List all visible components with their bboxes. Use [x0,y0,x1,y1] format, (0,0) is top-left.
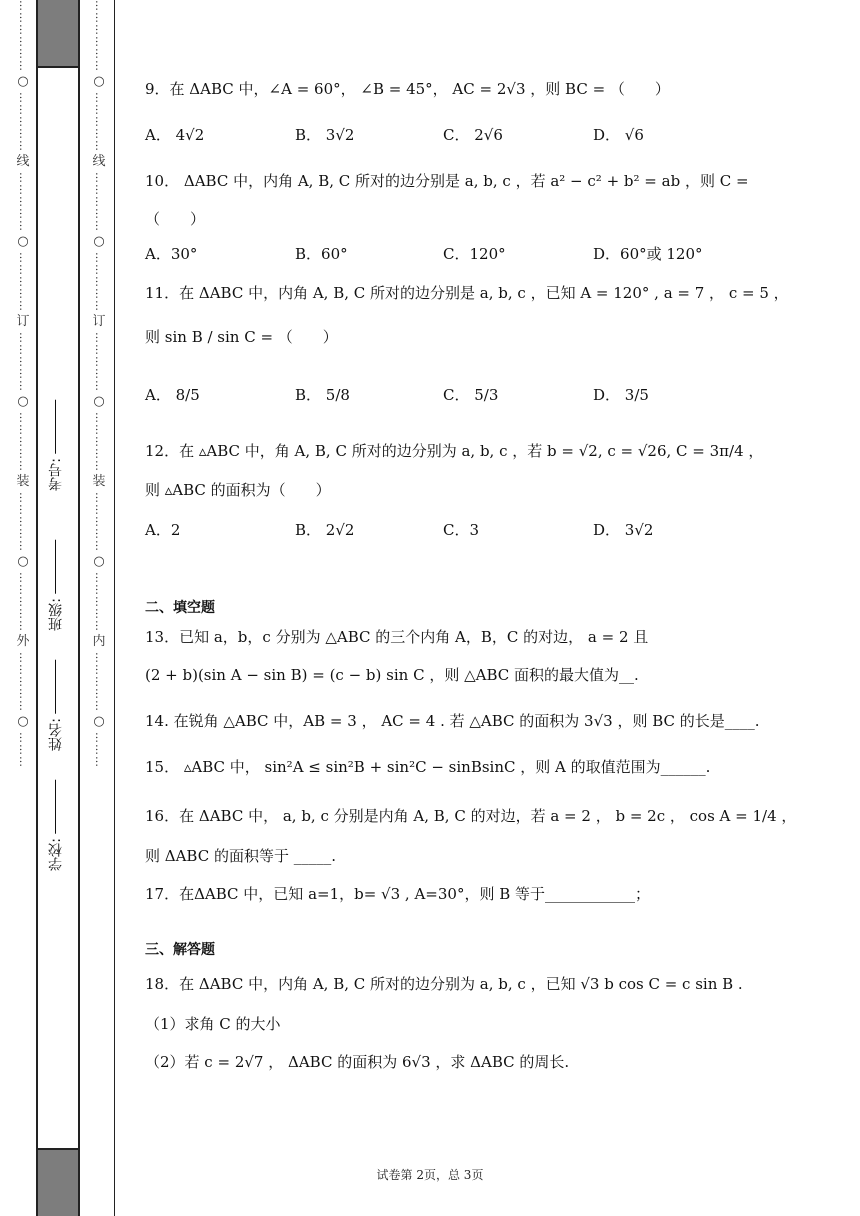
q9-option-c[interactable]: C． 2√6 [443,126,503,144]
q12-option-c[interactable]: C．3 [443,521,480,539]
outer-label-ding: 订 [16,314,30,329]
q11-option-a[interactable]: A． 8/5 [145,386,200,404]
outer-label-wai: 外 [16,634,30,649]
q9-option-b[interactable]: B． 3√2 [295,126,355,144]
inner-label-xian: 线 [92,154,106,169]
q18-part2: （2）若 c = 2√7 ， ΔABC 的面积为 6√3 ，求 ΔABC 的周长. [145,1053,570,1071]
q11-stem-cont: 则 sin B / sin C = （ ） [145,328,338,346]
name-field[interactable]: 姓名: [46,660,70,751]
q10-option-b[interactable]: B．60° [295,245,348,263]
q9-option-d[interactable]: D． √6 [593,126,644,144]
q12-option-d[interactable]: D． 3√2 [593,521,654,539]
q10-option-a[interactable]: A．30° [145,245,198,263]
circle-mark: ○ [17,714,29,729]
q13-stem: 13．已知 a，b，c 分别为 △ABC 的三个内角 A，B，C 的对边， a = 2 且 [145,628,649,646]
school-field[interactable]: 学校: [46,780,70,871]
q11-option-c[interactable]: C． 5/3 [443,386,499,404]
q13-stem-cont: (2 + b)(sin A − sin B) = (c − b) sin C ，则 △ABC 面积的最大值为__. [145,666,639,684]
q10-stem: 10． ΔABC 中，内角 A, B, C 所对的边分别是 a, b, c ，若 a² − c² + b² = ab ，则 C = [145,172,749,190]
inner-seal-column: ……………… ○ …………… 线 …………… ○ …………… 订 …………… ○ …………… 装 …………… ○ …………… 内 …………… ○ ……… [92,0,106,768]
inner-label-ding: 订 [92,314,106,329]
q10-stem-cont: （ ） [145,210,206,228]
q15-stem: 15． ▵ABC 中， sin²A ≤ sin²B + sin²C − sinBsinC ，则 A 的取值范围为______. [145,758,711,776]
page-footer: 试卷第 2页，总 3页 [376,1168,484,1182]
circle-mark: ○ [17,74,29,89]
circle-mark: ○ [93,74,105,89]
q18-part1: （1）求角 C 的大小 [145,1015,281,1033]
q11-stem: 11．在 ΔABC 中，内角 A, B, C 所对的边分别是 a, b, c ，已知 A = 120° , a = 7 ， c = 5 ， [145,284,789,302]
q12-option-b[interactable]: B． 2√2 [295,521,355,539]
class-field[interactable]: 班级: [46,540,70,631]
section-solve-title: 三、解答题 [145,942,215,958]
inner-label-nei: 内 [92,634,106,649]
q12-stem-cont: 则 ▵ABC 的面积为（ ） [145,481,331,499]
q9-option-a[interactable]: A． 4√2 [145,126,205,144]
q16-stem-cont: 则 ΔABC 的面积等于 _____. [145,847,337,865]
q18-stem: 18．在 ΔABC 中，内角 A, B, C 所对的边分别为 a, b, c ，已知 √3 b cos C = c sin B . [145,975,743,993]
section-fill-title: 二、填空题 [145,600,215,616]
gray-block-top [38,0,78,68]
q16-stem: 16．在 ΔABC 中， a, b, c 分别是内角 A, B, C 的对边，若 a = 2 ， b = 2c ， cos A = 1/4 ， [145,807,797,825]
circle-mark: ○ [93,234,105,249]
circle-mark: ○ [93,714,105,729]
outer-label-xian: 线 [16,154,30,169]
circle-mark: ○ [93,394,105,409]
outer-seal-column: ……………… ○ …………… 线 …………… ○ …………… 订 …………… ○ …………… 装 …………… ○ …………… 外 …………… ○ ……… [16,0,30,768]
q11-option-d[interactable]: D． 3/5 [593,386,649,404]
margin-rule [114,0,115,1216]
outer-label-zhuang: 装 [16,474,30,489]
circle-mark: ○ [17,394,29,409]
binding-margin [0,0,116,1216]
q10-option-c[interactable]: C．120° [443,245,506,263]
q11-option-b[interactable]: B． 5/8 [295,386,350,404]
circle-mark: ○ [17,234,29,249]
q12-stem: 12．在 ▵ABC 中，角 A, B, C 所对的边分别为 a, b, c ，若 b = √2, c = √26, C = 3π/4 ， [145,442,764,460]
q14-stem: 14. 在锐角 △ABC 中，AB = 3 ， AC = 4 . 若 △ABC 的面积为 3√3 ，则 BC 的长是____. [145,712,760,730]
q10-option-d[interactable]: D．60°或 120° [593,245,703,263]
q9-stem: 9．在 ΔABC 中，∠A = 60°， ∠B = 45°， AC = 2√3 ，则 BC = （ ） [145,80,670,98]
q12-option-a[interactable]: A．2 [145,521,181,539]
circle-mark: ○ [93,554,105,569]
inner-label-zhuang: 装 [92,474,106,489]
circle-mark: ○ [17,554,29,569]
exam-number-field[interactable]: 考号: [46,400,70,491]
q17-stem: 17．在ΔABC 中，已知 a=1，b= √3 , A=30°，则 B 等于____________； [145,885,651,903]
